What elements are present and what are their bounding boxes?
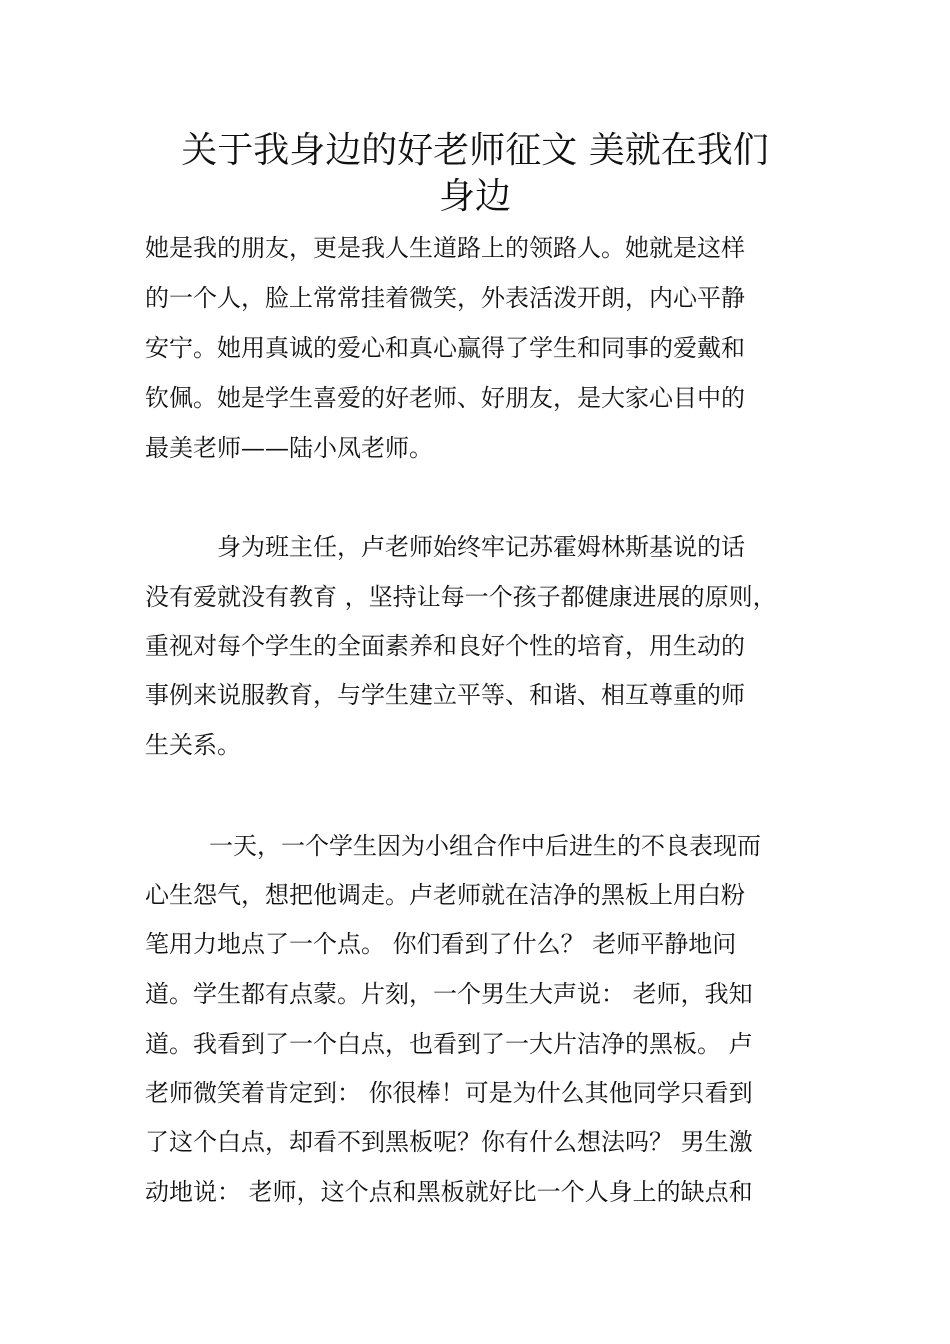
paragraph-1-line-2: 的一个人，脸上常常挂着微笑，外表活泼开朗，内心平静: [145, 284, 745, 312]
paragraph-3-line-2: 心生怨气，想把他调走。卢老师就在洁净的黑板上用白粉: [145, 881, 745, 909]
paragraph-3-line-1: 一天，一个学生因为小组合作中后进生的不良表现而: [209, 832, 761, 860]
paragraph-2-line-2: 没有爱就没有教育 ，坚持让每一个孩子都健康进展的原则，: [145, 583, 777, 611]
paragraph-1-line-1: 她是我的朋友，更是我人生道路上的领路人。她就是这样: [145, 234, 745, 262]
paragraph-3-line-6: 老师微笑着肯定到： 你很棒！可是为什么其他同学只看到: [145, 1079, 753, 1107]
paragraph-3-line-5: 道。我看到了一个白点，也看到了一大片洁净的黑板。 卢: [145, 1030, 753, 1058]
paragraph-3-line-4: 道。学生都有点蒙。片刻，一个男生大声说： 老师，我知: [145, 980, 753, 1008]
paragraph-2-line-4: 事例来说服教育，与学生建立平等、和谐、相互尊重的师: [145, 681, 745, 709]
paragraph-1-line-3: 安宁。她用真诚的爱心和真心赢得了学生和同事的爱戴和: [145, 334, 745, 362]
paragraph-3-line-7: 了这个白点，却看不到黑板呢？你有什么想法吗？ 男生激: [145, 1128, 753, 1156]
document-title-line-2: 身边: [438, 176, 511, 217]
document-title-line-1: 关于我身边的好老师征文 美就在我们: [181, 130, 769, 171]
paragraph-2-line-1: 身为班主任，卢老师始终牢记苏霍姆林斯基说的话: [217, 533, 745, 561]
paragraph-1-line-5: 最美老师——陆小凤老师。: [145, 434, 433, 462]
paragraph-3-line-8: 动地说： 老师，这个点和黑板就好比一个人身上的缺点和: [145, 1178, 753, 1206]
paragraph-2-line-5: 生关系。: [145, 731, 241, 759]
paragraph-1-line-4: 钦佩。她是学生喜爱的好老师、好朋友，是大家心目中的: [145, 384, 745, 412]
paragraph-2-line-3: 重视对每个学生的全面素养和良好个性的培育，用生动的: [145, 632, 745, 660]
paragraph-3-line-3: 笔用力地点了一个点。 你们看到了什么？ 老师平静地问: [145, 930, 737, 958]
